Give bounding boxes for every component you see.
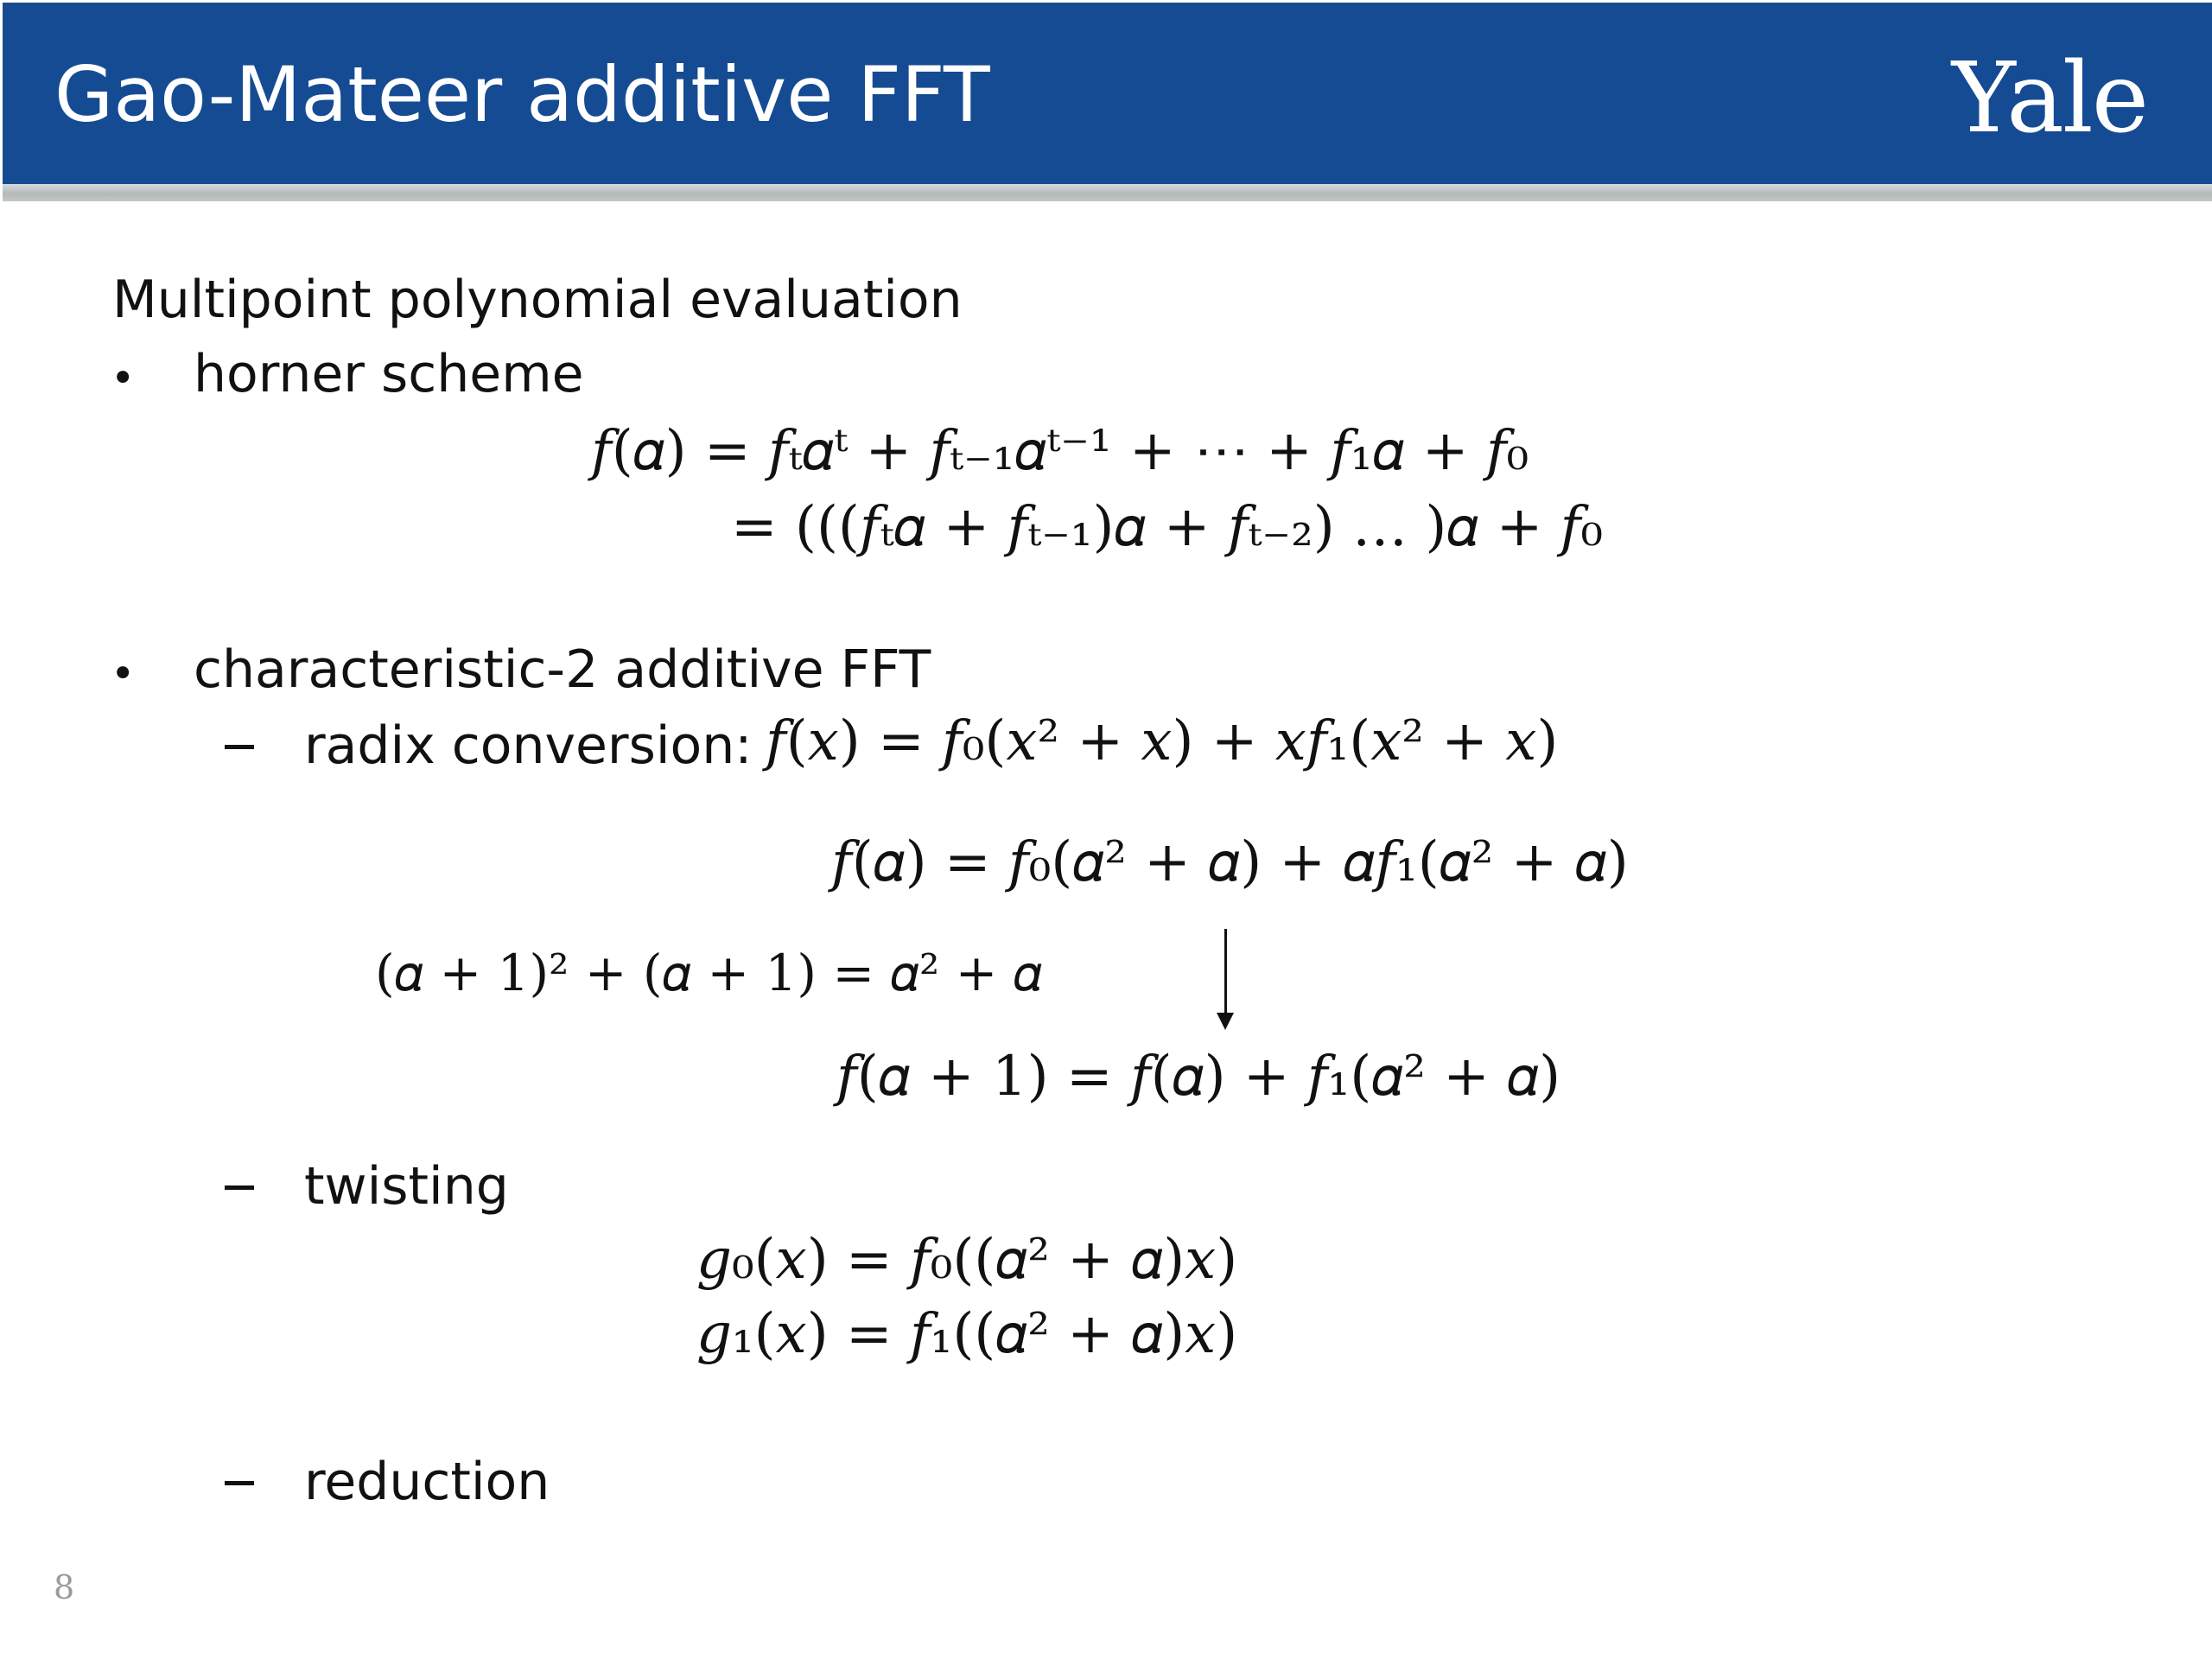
twisting-equation-g1: 𝑔₁(𝑥) = 𝑓₁((𝛼² + 𝛼)𝑥) <box>696 1302 1238 1366</box>
dash-icon <box>225 1481 254 1485</box>
horner-equation-1: 𝑓(𝛼) = 𝑓ₜ𝛼ᵗ + 𝑓ₜ₋₁𝛼ᵗ⁻¹ + ⋯ + 𝑓₁𝛼 + 𝑓₀ <box>591 419 1529 483</box>
yale-logo: Yale <box>1951 42 2147 155</box>
bullet-additive-fft-label: characteristic-2 additive FFT <box>194 639 931 700</box>
evaluation-at-alpha-equation: 𝑓(𝛼) = 𝑓₀(𝛼² + 𝛼) + 𝛼𝑓₁(𝛼² + 𝛼) <box>831 830 1629 894</box>
radix-conversion-equation: 𝑓(𝑥) = 𝑓₀(𝑥² + 𝑥) + 𝑥𝑓₁(𝑥² + 𝑥) <box>766 709 1559 773</box>
intro-heading: Multipoint polynomial evaluation <box>112 270 963 330</box>
header-divider <box>3 184 2212 201</box>
alpha-plus-one-identity: (𝛼 + 1)² + (𝛼 + 1) = 𝛼² + 𝛼 <box>375 944 1043 1002</box>
down-arrow-icon <box>1224 929 1227 1015</box>
reduction-label: reduction <box>304 1452 550 1512</box>
evaluation-at-alpha-plus-one-equation: 𝑓(𝛼 + 1) = 𝑓(𝛼) + 𝑓₁(𝛼² + 𝛼) <box>836 1045 1561 1109</box>
slide-title: Gao-Mateer additive FFT <box>54 50 990 139</box>
page-number: 8 <box>54 1568 75 1606</box>
twisting-equation-g0: 𝑔₀(𝑥) = 𝑓₀((𝛼² + 𝛼)𝑥) <box>696 1228 1238 1292</box>
dash-icon <box>225 1185 254 1190</box>
dash-icon <box>225 745 254 749</box>
bullet-icon: • <box>111 354 136 403</box>
horner-equation-2: = (((𝑓ₜ𝛼 + 𝑓ₜ₋₁)𝛼 + 𝑓ₜ₋₂) … )𝛼 + 𝑓₀ <box>731 495 1604 559</box>
bullet-icon: • <box>111 650 136 698</box>
bullet-horner-label: horner scheme <box>194 344 584 404</box>
radix-conversion-label: radix conversion: <box>304 715 753 776</box>
arrow-head-icon <box>1217 1013 1234 1030</box>
twisting-label: twisting <box>304 1156 509 1217</box>
slide-header <box>3 3 2212 184</box>
